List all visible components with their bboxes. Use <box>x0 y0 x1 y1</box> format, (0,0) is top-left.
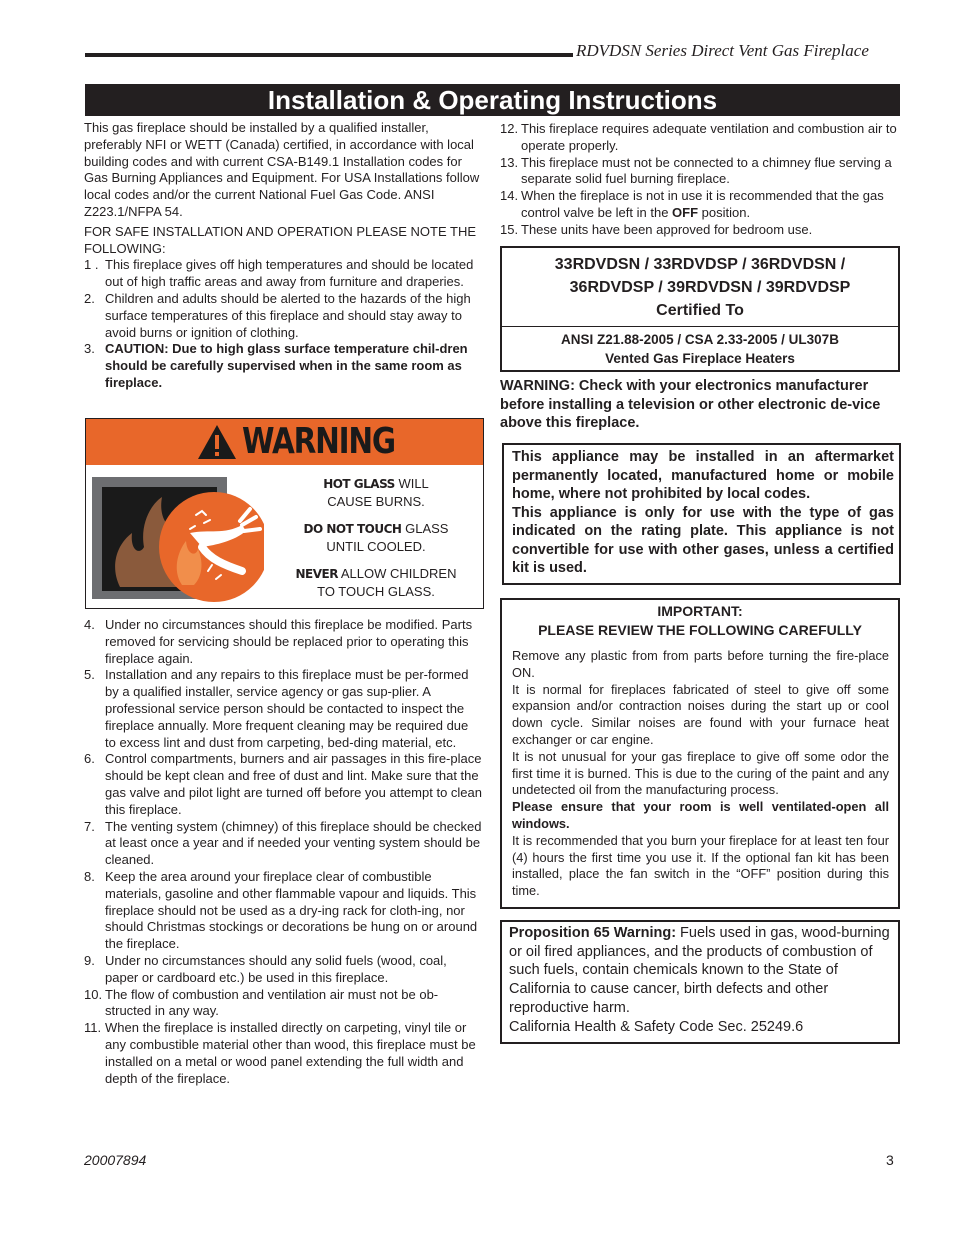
warning-triangle-icon <box>197 424 237 460</box>
safety-list-top <box>84 257 482 391</box>
important-body: Remove any plastic from from parts before turning the fire-place ON. It is normal for fireplaces fabricated of steel to give off some expansion and/or contraction noises during the start up or cool down cycle. Similar noises are found with your furnace heat exchanger or car engine. It is not unusual for your gas fireplace to give off some odor the first time it is burned. This is due to the curing of the paint and any undetected oil from the manufacturing process. Please ensure that your room is well ventilated-open all windows. It is recommended that you burn your fireplace for at least ten four (4) hours the first time you use it. If the optional fan kit has been installed, place the fan switch in the “OFF” position during this time. <box>512 648 889 899</box>
warning-title: WARNING <box>242 421 395 462</box>
certification-standards: ANSI Z21.88-2005 / CSA 2.33-2005 / UL307B Vented Gas Fireplace Heaters <box>561 332 839 366</box>
list-item: 13. This fireplace must not be connected to a chimney flue serving a separate solid fuel burning fireplace. <box>500 154 892 187</box>
important-heading: IMPORTANT: PLEASE REVIEW THE FOLLOWING CAREFULLY <box>538 603 862 638</box>
prop65-label: Proposition 65 Warning: <box>509 925 677 941</box>
warning-bar <box>86 419 483 465</box>
list-item: 7. The venting system (chimney) of this fireplace should be checked at least once a year and if needed your venting system should be cleaned. <box>84 818 482 868</box>
list-item: 9. Under no circumstances should any solid fuels (wood, coal, paper or cardboard etc.) be used in this fireplace. <box>84 952 447 985</box>
list-item: 5. Installation and any repairs to this fireplace must be per-formed by a qualified installer, service agency or gas sup-plier. A professional service person should be contacted to inspect the fireplace annually. More frequent cleaning may be required due to excess lint and dust from carpeting, bed-ding material, etc. <box>84 667 469 750</box>
warning-label <box>85 418 484 609</box>
list-item: 8. Keep the area around your fireplace clear of combustible materials, gasoline and other flammable vapour and liquids. This fireplace should not be used as a dry-ing rack for cloth-ing, nor should Christmas stockings or decorations be hung on or around the fireplace. <box>84 868 478 952</box>
safety-list-right <box>500 121 898 239</box>
intro-paragraph: This gas fireplace should be installed by a qualified installer, preferably NFI or WETT (Canada) certified, in accordance with local building codes and with current CSA-B149.1 Installation codes for Gas Burning Appliances and Equipment. For USA Installations follow local codes and/or the current National Fuel Gas Code. ANSI Z223.1/NFPA 54. <box>84 120 480 219</box>
right-column <box>500 121 898 239</box>
warning-text: HOT GLASS WILL CAUSE BURNS. DO NOT TOUCH GLASS UNTIL COOLED. NEVER ALLOW CHILDREN TO TOUCH GLASS. <box>295 476 457 599</box>
prop65-box <box>500 920 900 1044</box>
prop65-code: California Health & Safety Code Sec. 25249.6 <box>509 1018 804 1035</box>
list-item: 10. The flow of combustion and ventilation air must not be ob-structed in any way. <box>84 986 439 1019</box>
mobile-home-notice: This appliance may be installed in an aftermarket permanently located, manufactured home or mobile home, where not prohibited by local codes. <box>512 449 894 502</box>
list-item: 2. Children and adults should be alerted to the hazards of the high surface temperatures of this fireplace and should stay away to avoid burns or ignition of clothing. <box>84 290 471 340</box>
list-item: 1 . This fireplace gives off high temperatures and should be located out of high traffic areas and away from furniture and draperies. <box>84 257 474 290</box>
prop65-text: Fuels used in gas, wood-burning or oil fired appliances, and the products of combustion of such fuels, contain chemicals known to the State of California to cause cancer, birth defects and other reproductive harm. <box>509 925 890 1016</box>
left-column-lower <box>84 617 482 1087</box>
certification-box <box>500 246 900 372</box>
certified-models: 33RDVDSN / 33RDVDSP / 36RDVDSN / 36RDVDSP / 39RDVDSN / 39RDVDSP Certified To <box>554 256 851 319</box>
important-box <box>500 598 900 909</box>
safety-note: FOR SAFE INSTALLATION AND OPERATION PLEASE NOTE THE FOLLOWING: <box>84 223 477 256</box>
list-item: 14. When the fireplace is not in use it is recommended that the gas control valve be left in the OFF position. <box>500 188 884 220</box>
list-item-caution: 3. CAUTION: Due to high glass surface temperature chil-dren should be carefully supervised when in the same room as fireplace. <box>84 341 468 390</box>
header-rule <box>85 53 573 57</box>
list-item: 6. Control compartments, burners and air passages in this fire-place should be kept clean and free of dust and lint. Make sure that the gas valve and pilot light are turned off before you attempt to clean this fireplace. <box>84 751 482 817</box>
hot-glass-hand-icon <box>92 475 264 603</box>
doc-number: 20007894 <box>84 1152 147 1168</box>
page-title: Installation & Operating Instructions <box>85 84 900 116</box>
safety-list-bottom <box>84 617 482 1087</box>
tv-warning: WARNING: Check with your electronics manufacturer before installing a television or other electronic de-vice above this fireplace. <box>500 378 881 431</box>
list-item: 12. This fireplace requires adequate ventilation and combustion air to operate properly. <box>500 121 897 153</box>
series-title: RDVDSN Series Direct Vent Gas Fireplace <box>576 41 869 60</box>
list-item: 4. Under no circumstances should this fireplace be modified. Parts removed for servicing should be replaced prior to operating this fireplace again. <box>84 617 473 666</box>
list-item: 15. These units have been approved for bedroom use. <box>500 221 813 237</box>
gas-type-notice: This appliance is only for use with the type of gas indicated on the rating plate. This appliance is not convertible for use with other gases, unless a certified kit is used. <box>512 504 894 576</box>
page-number: 3 <box>886 1152 894 1168</box>
list-item: 11. When the fireplace is installed directly on carpeting, vinyl tile or any combustible material other than wood, this fireplace must be installed on a metal or wood panel extending the full width and depth of the fireplace. <box>84 1020 476 1086</box>
left-column <box>84 120 482 392</box>
installation-notice-box <box>502 443 901 585</box>
